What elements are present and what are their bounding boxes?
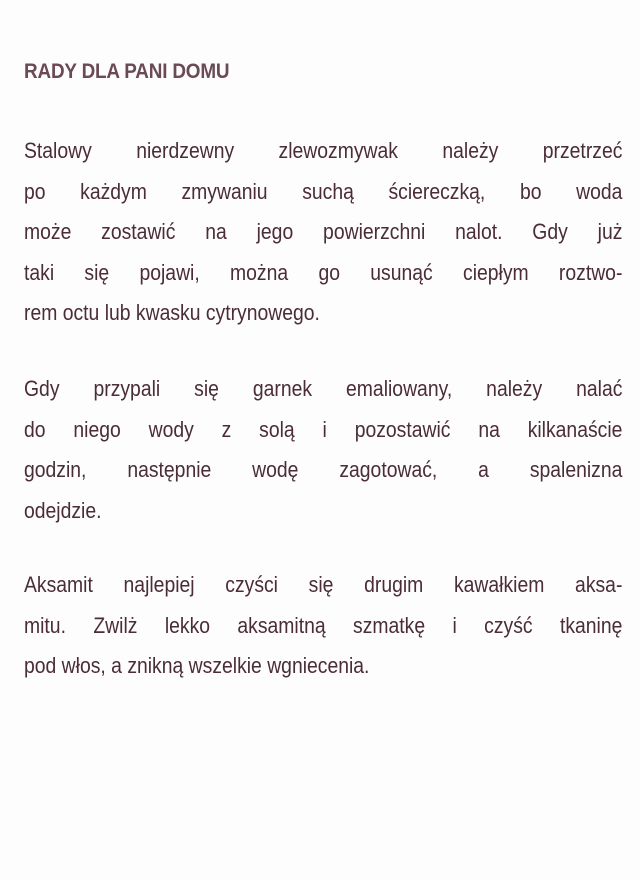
paragraph-line: odejdzie.: [24, 497, 102, 523]
paragraph-line: mitu. Zwilż lekko aksamitną szmatkę i czyść tkaninę: [24, 612, 623, 638]
paragraph-sink-cleaning: [24, 131, 640, 334]
paragraph-line: taki się pojawi, można go usunąć ciepłym roztwo-: [24, 259, 623, 285]
paragraph-line: rem octu lub kwasku cytrynowego.: [24, 300, 320, 325]
page-title: RADY DLA PANI DOMU: [24, 60, 230, 83]
paragraph-line: godzin, następnie wodę zagotować, a spalenizna: [24, 457, 623, 482]
paragraph-line: pod włos, a znikną wszelkie wgniecenia.: [24, 653, 370, 678]
paragraph-line: do niego wody z solą i pozostawić na kilkanaście: [24, 416, 623, 442]
paragraph-burnt-pot: [24, 369, 640, 531]
paragraph-line: Gdy przypali się garnek emaliowany, należy nalać: [24, 376, 623, 401]
paragraph-line: Stalowy nierdzewny zlewozmywak należy przetrzeć: [24, 138, 623, 163]
paragraph-line: może zostawić na jego powierzchni nalot. Gdy już: [24, 219, 623, 244]
paragraph-line: po każdym zmywaniu suchą ściereczką, bo woda: [24, 178, 623, 204]
paragraph-velvet-cleaning: [24, 565, 640, 687]
paragraph-line: Aksamit najlepiej czyści się drugim kawałkiem aksa-: [24, 572, 623, 597]
